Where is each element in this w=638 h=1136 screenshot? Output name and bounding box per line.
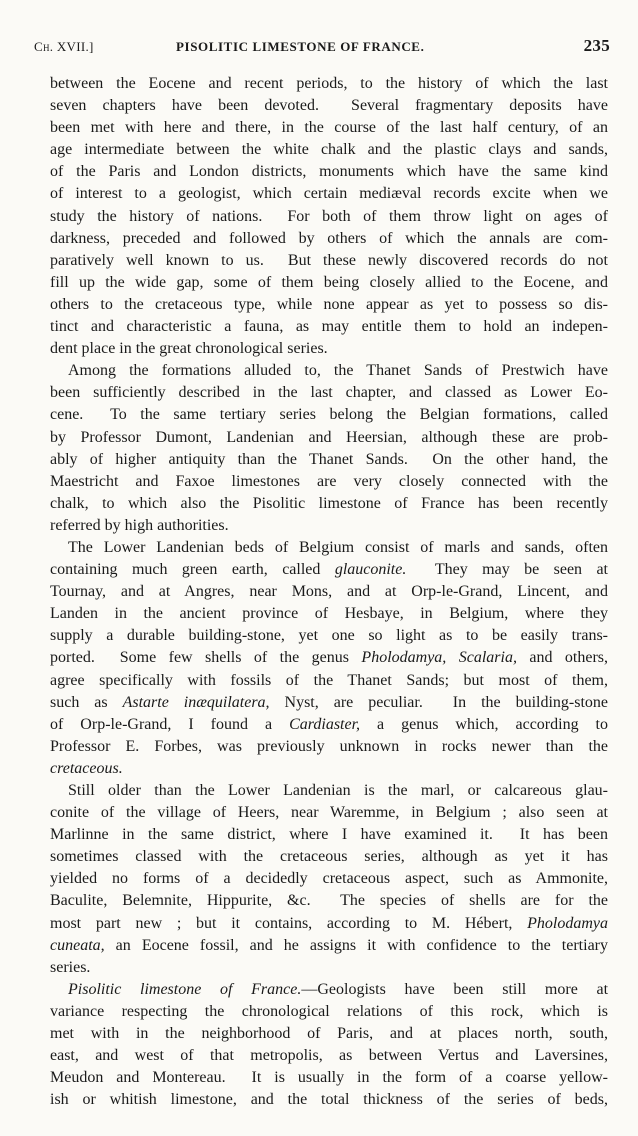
text-line xyxy=(50,228,608,250)
chapter-reference: Ch. XVII.] xyxy=(34,39,94,54)
text-line xyxy=(50,913,608,935)
text-line xyxy=(50,493,608,515)
body-text xyxy=(50,73,608,1111)
text-run: ably of higher antiquity than the Thanet Sands. On the other hand, the xyxy=(50,450,608,468)
text-line xyxy=(50,581,608,603)
text-line xyxy=(50,1067,608,1089)
text-line xyxy=(50,935,608,957)
text-run: Marlinne in the same district, where I have examined it. It has been xyxy=(50,826,608,844)
text-run: fill up the wide gap, some of them being closely allied to the Eocene, and xyxy=(50,273,608,291)
text-run: and others, xyxy=(516,649,609,667)
text-run: sometimes classed with the cretaceous series, although as yet it has xyxy=(50,848,608,866)
text-line xyxy=(50,758,608,780)
text-run: met with in the neighborhood of Paris, and at places north, south, xyxy=(50,1025,608,1043)
text-run: series. xyxy=(50,958,91,976)
text-run: Among the formations alluded to, the Thanet Sands of Prestwich have xyxy=(68,362,608,380)
text-run: Meudon and Montereau. It is usually in the form of a coarse yellow- xyxy=(50,1069,608,1087)
text-line xyxy=(50,382,608,404)
text-line xyxy=(50,603,608,625)
text-run: Landen in the ancient province of Hesbaye, in Belgium, where they xyxy=(50,605,608,623)
text-line xyxy=(50,1089,608,1111)
text-run: agree specifically with fossils of the Thanet Sands; but most of them, xyxy=(50,671,608,689)
text-line xyxy=(50,736,608,758)
text-line xyxy=(50,316,608,338)
text-run: Nyst, are peculiar. In the building-stone xyxy=(269,693,609,711)
text-run: paratively well known to us. But these newly discovered records do not xyxy=(50,251,608,269)
text-run: Maestricht and Faxoe limestones are very closely connected with the xyxy=(50,472,608,490)
running-header xyxy=(34,36,610,58)
text-run: study the history of nations. For both of them throw light on ages of xyxy=(50,207,608,225)
text-line xyxy=(50,449,608,471)
text-run: darkness, preceded and followed by others of which the annals are com- xyxy=(50,229,608,247)
text-run: supply a durable building-stone, yet one so light as to be easily trans- xyxy=(50,627,608,645)
text-run: by Professor Dumont, Landenian and Heersian, although these are prob- xyxy=(50,428,608,446)
text-line xyxy=(50,559,608,581)
text-line xyxy=(50,338,608,360)
text-run: ported. Some few shells of the genus xyxy=(50,649,362,667)
text-line xyxy=(50,1001,608,1023)
text-run: tinct and characteristic a fauna, as may entitle them to hold an indepen- xyxy=(50,318,608,336)
text-run: The Lower Landenian beds of Belgium consist of marls and sands, often xyxy=(68,538,608,556)
text-run: been sufficiently described in the last chapter, and classed as Lower Eo- xyxy=(50,384,608,402)
text-run: dent place in the great chronological series. xyxy=(50,340,328,358)
text-line xyxy=(50,647,608,669)
text-run: chalk, to which also the Pisolitic limestone of France has been recently xyxy=(50,494,608,512)
text-line xyxy=(50,294,608,316)
text-line xyxy=(50,780,608,802)
text-run: a genus which, according to xyxy=(360,715,609,733)
text-line xyxy=(50,824,608,846)
text-line xyxy=(50,139,608,161)
text-line xyxy=(50,515,608,537)
italic-text: cretaceous. xyxy=(50,759,123,777)
text-line xyxy=(50,979,608,1001)
italic-text: Pisolitic limestone of France. xyxy=(68,980,302,998)
italic-text: Pholodamya xyxy=(527,914,608,932)
text-run: referred by high authorities. xyxy=(50,516,229,534)
text-run: conite of the village of Heers, near Waremme, in Belgium ; also seen at xyxy=(50,804,608,822)
text-run: of Orp-le-Grand, I found a xyxy=(50,715,290,733)
page-number: 235 xyxy=(583,36,610,55)
text-run: containing much green earth, called xyxy=(50,561,335,579)
text-line xyxy=(50,1023,608,1045)
text-line xyxy=(50,471,608,493)
text-line xyxy=(50,625,608,647)
text-line xyxy=(50,714,608,736)
text-run: of the Paris and London districts, monuments which have the same kind xyxy=(50,163,608,181)
text-run: variance respecting the chronological relations of this rock, which is xyxy=(50,1002,608,1020)
text-run: Professor E. Forbes, was previously unknown in rocks newer than the xyxy=(50,737,608,755)
text-run: of interest to a geologist, which certain mediæval records excite when we xyxy=(50,185,608,203)
text-line xyxy=(50,272,608,294)
text-line xyxy=(50,1045,608,1067)
text-line xyxy=(50,692,608,714)
text-run: —Geologists have been still more at xyxy=(301,980,609,998)
italic-text: Pholodamya, Scalaria, xyxy=(361,649,517,667)
text-run: They may be seen at xyxy=(406,561,608,579)
text-run: Baculite, Belemnite, Hippurite, &c. The species of shells are for the xyxy=(50,892,608,910)
text-line xyxy=(50,117,608,139)
text-line xyxy=(50,537,608,559)
italic-text: glauconite. xyxy=(334,561,407,579)
text-run: between the Eocene and recent periods, to the history of which the last xyxy=(50,75,608,92)
text-line xyxy=(50,957,608,979)
running-title: PISOLITIC LIMESTONE OF FRANCE. xyxy=(176,39,425,54)
text-run: others to the cretaceous type, while none appear as yet to possess so dis- xyxy=(50,295,608,313)
text-line xyxy=(50,95,608,117)
italic-text: Cardiaster, xyxy=(289,715,361,733)
text-run: such as xyxy=(50,693,123,711)
text-line xyxy=(50,404,608,426)
text-run: most part new ; but it contains, according to M. Hébert, xyxy=(50,914,528,932)
text-line xyxy=(50,670,608,692)
text-run: Tournay, and at Angres, near Mons, and at Orp-le-Grand, Lincent, and xyxy=(50,583,608,601)
text-line xyxy=(50,868,608,890)
text-run: yielded no forms of a decidedly cretaceous aspect, such as Ammonite, xyxy=(50,870,608,888)
italic-text: Astarte inæquilatera, xyxy=(122,693,270,711)
text-line xyxy=(50,73,608,95)
text-line xyxy=(50,206,608,228)
text-line xyxy=(50,161,608,183)
text-run: cene. To the same tertiary series belong the Belgian formations, called xyxy=(50,406,608,424)
text-line xyxy=(50,890,608,912)
text-line xyxy=(50,183,608,205)
text-run: east, and west of that metropolis, as between Vertus and Laversines, xyxy=(50,1047,608,1065)
text-line xyxy=(50,802,608,824)
text-line xyxy=(50,427,608,449)
text-line xyxy=(50,846,608,868)
text-run: been met with here and there, in the course of the last half century, of an xyxy=(50,119,608,137)
text-line xyxy=(50,250,608,272)
italic-text: cuneata, xyxy=(50,936,105,954)
text-line xyxy=(50,360,608,382)
text-run: seven chapters have been devoted. Several fragmentary deposits have xyxy=(50,97,608,115)
text-run: age intermediate between the white chalk and the plastic clays and sands, xyxy=(50,141,608,159)
text-run: an Eocene fossil, and he assigns it with confidence to the tertiary xyxy=(104,936,608,954)
text-run: ish or whitish limestone, and the total thickness of the series of beds, xyxy=(50,1091,608,1109)
text-run: Still older than the Lower Landenian is the marl, or calcareous glau- xyxy=(68,782,608,799)
